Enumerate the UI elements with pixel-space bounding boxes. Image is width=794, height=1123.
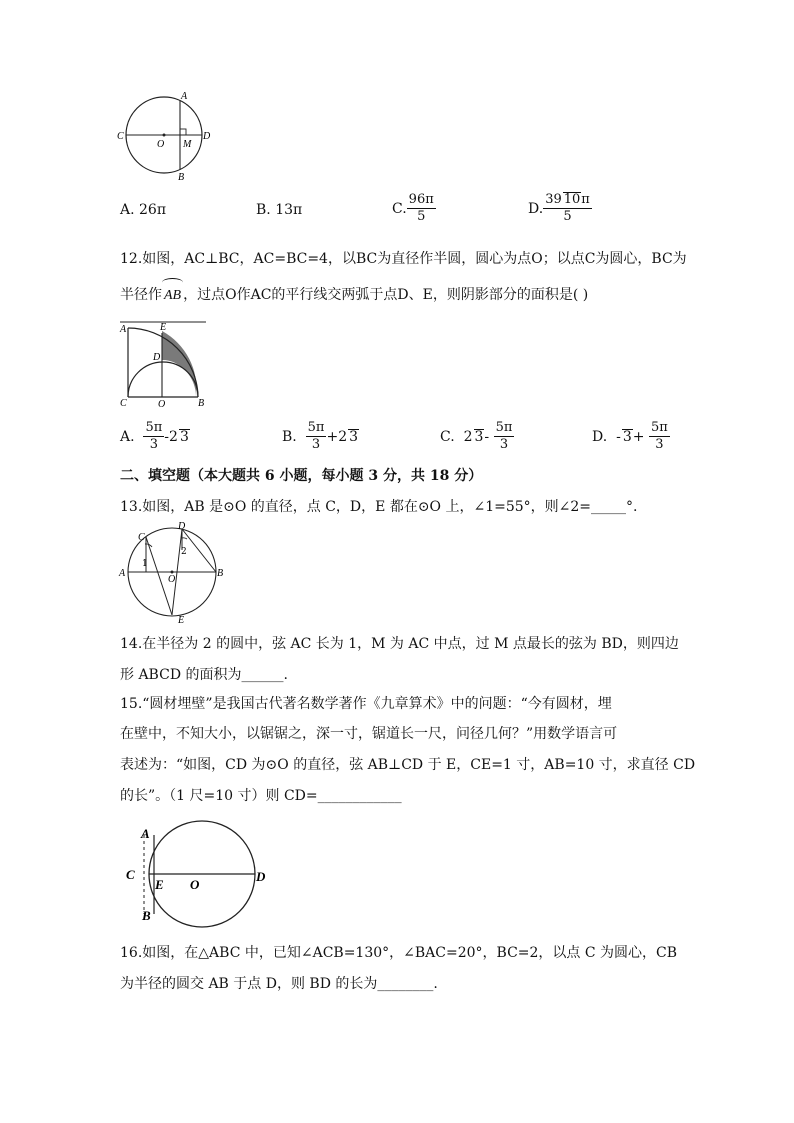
q12-label-c: C [120,398,127,408]
q13-label-a: A [119,568,126,579]
q11-label-c: C [117,131,124,142]
q15-line2: 在壁中，不知大小，以锯锯之，深一寸，锯道长一尺，问径几何？”用数学语言可 [120,726,618,742]
q11-figure [112,88,222,184]
q11-label-o: O [157,139,165,150]
q12-label-d: D [153,352,161,363]
q11-option-b[interactable]: B. 13π [256,202,303,218]
q14-line1: 14.在半径为 2 的圆中，弦 AC 长为 1，M 为 AC 中点，过 M 点最长的弦为 BD，则四边 [120,636,679,652]
q11-option-d-fraction: $\frac{39 10\pi}{5}$ [545,192,590,224]
q13-angle-1: 1 [142,559,148,569]
q11-label-a: A [181,91,188,102]
q14-line2: 形 ABCD 的面积为______. [120,667,288,683]
q12-line2: 半径作 AB ，过点O作AC的平行线交两弧于点D、E，则阴影部分的面积是( ) [120,285,588,306]
q11-option-c[interactable]: C. $\frac{96\pi}{5}$ [392,192,434,224]
q16-line2: 为半径的圆交 AB 于点 D，则 BD 的长为________. [120,976,438,992]
q13-angle-2: 2 [181,547,187,557]
q12-line1: 12.如图，AC⊥BC，AC=BC=4，以BC为直径作半圆，圆心为点O；以点C为圆心，BC为 [120,251,687,267]
q12-option-c[interactable]: C. 2 3 - $\frac{5\pi}{3}$ [440,420,513,452]
q11-label-d: D [203,131,211,142]
q11-option-c-fraction: $\frac{96\pi}{5}$ [408,192,434,224]
q15-label-b: B [142,908,151,923]
q13-label-e: E [178,615,185,624]
q12-label-a: A [120,324,127,335]
q12-arc-ab: AB [164,288,182,303]
q12-label-o: O [158,399,166,408]
q13-label-o: O [168,574,176,585]
q12-label-e: E [160,322,167,333]
q12-option-a[interactable]: A. $\frac{5\pi}{3}$ -2 3 [120,420,189,452]
q15-label-a: A [141,826,150,841]
q11-label-m: M [183,139,192,150]
q12-figure [116,318,208,408]
section-title: 二、填空题（本大题共 6 小题，每小题 3 分，共 18 分） [120,468,483,484]
q11-label-b: B [178,172,185,183]
q13-label-d: D [178,521,186,532]
q15-label-e: E [155,877,164,892]
q12-option-b[interactable]: B. $\frac{5\pi}{3}$ +2 3 [282,420,359,452]
q15-line4: 的长”。（1 尺=10 寸）则 CD=____________ [120,788,402,804]
q16-line1: 16.如图，在△ABC 中，已知∠ACB=130°，∠BAC=20°，BC=2，以点 C 为圆心，CB [120,945,678,961]
q15-label-d: D [256,869,266,884]
q15-label-c: C [126,867,135,882]
q12-option-d[interactable]: D. - 3 + $\frac{5\pi}{3}$ [592,420,668,452]
q11-option-d[interactable]: D. $\frac{39 10\pi}{5}$ [528,192,590,224]
q11-option-a[interactable]: A. 26π [120,202,167,218]
q13-label-b: B [217,568,224,579]
q15-line3: 表述为：“如图，CD 为⊙O 的直径，弦 AB⊥CD 于 E，CE=1 寸，AB=10 寸，求直径 CD [120,757,696,773]
q12-label-b: B [198,398,205,408]
q13-label-c: C [138,532,145,543]
q13-figure [116,520,226,624]
q15-label-o: O [190,877,200,892]
q15-line1: 15.“圆材埋壁”是我国古代著名数学著作《九章算术》中的问题：“今有圆材，埋 [120,696,612,712]
q15-figure [122,818,272,930]
q13-text: 13.如图，AB 是⊙O 的直径，点 C，D，E 都在⊙O 上，∠1=55°，则∠2=_____°. [120,499,638,515]
